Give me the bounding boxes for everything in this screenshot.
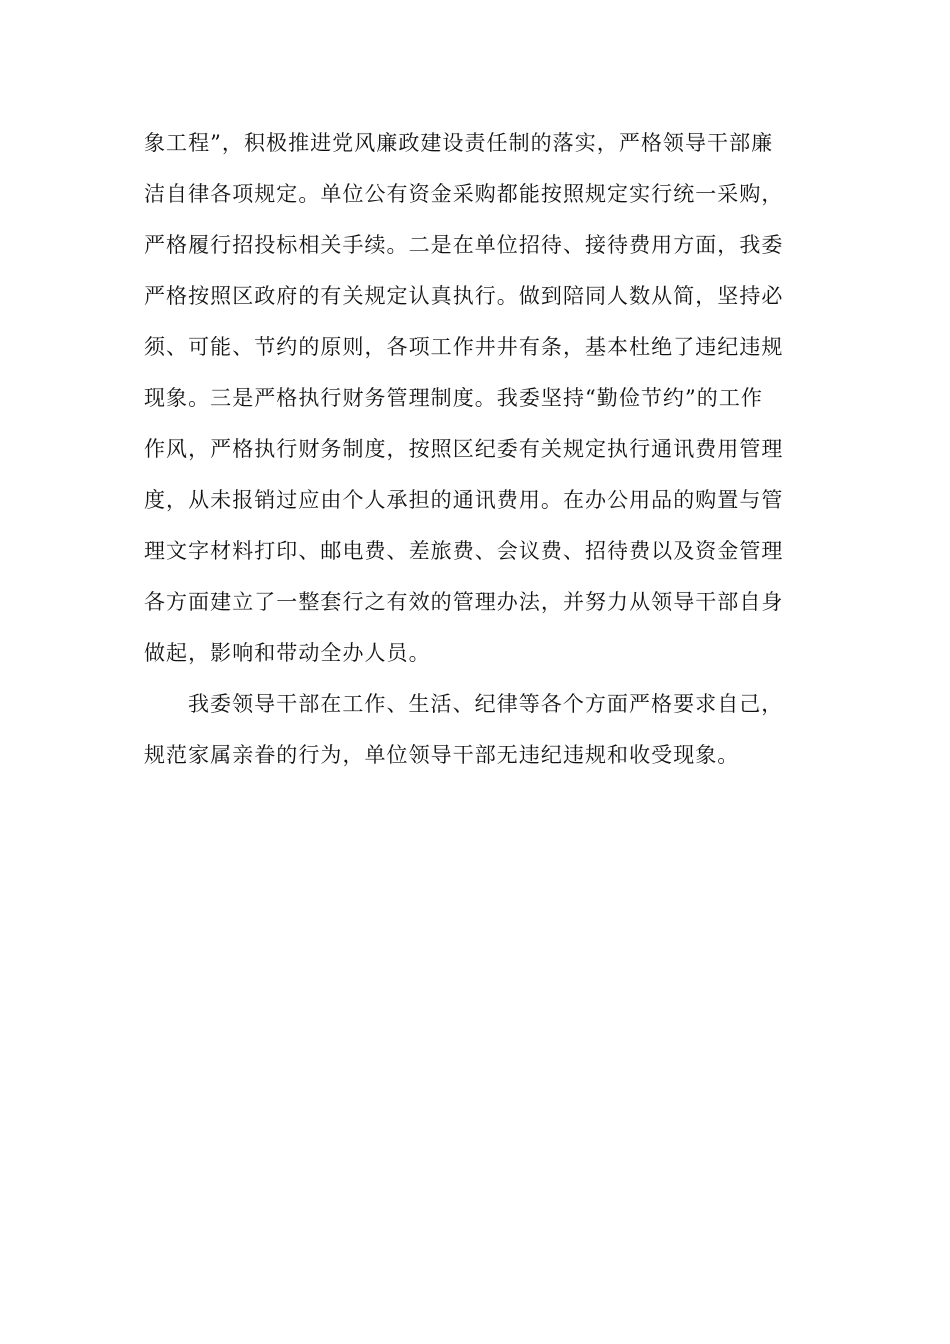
paragraph-line: 严格履行招投标相关手续。二是在单位招待、接待费用方面，我委 [144,233,784,257]
paragraph-line: 严格按照区政府的有关规定认真执行。做到陪同人数从简，坚持必 [144,284,784,308]
paragraph-line: 规范家属亲眷的行为，单位领导干部无违纪违规和收受现象。 [144,743,740,767]
paragraph-line: 做起，影响和带动全办人员。 [144,641,431,665]
paragraph-line: 须、可能、节约的原则，各项工作井井有条，基本杜绝了违纪违规 [144,335,784,359]
paragraph-line: 理文字材料打印、邮电费、差旅费、会议费、招待费以及资金管理 [144,539,784,563]
paragraph-line: 各方面建立了一整套行之有效的管理办法，并努力从领导干部自身 [144,590,784,614]
paragraph-line: 洁自律各项规定。单位公有资金采购都能按照规定实行统一采购， [144,182,784,206]
paragraph-line: 象工程”，积极推进党风廉政建设责任制的落实，严格领导干部廉 [144,131,774,155]
paragraph-line: 我委领导干部在工作、生活、纪律等各个方面严格要求自己， [188,692,784,716]
paragraph-line: 现象。三是严格执行财务管理制度。我委坚持“勤俭节约”的工作 [144,386,763,410]
paragraph-2 [144,679,814,781]
document-body [144,118,814,781]
paragraph-1 [144,118,814,679]
paragraph-line: 度，从未报销过应由个人承担的通讯费用。在办公用品的购置与管 [144,488,784,512]
paragraph-line: 作风，严格执行财务制度，按照区纪委有关规定执行通讯费用管理 [144,437,784,461]
